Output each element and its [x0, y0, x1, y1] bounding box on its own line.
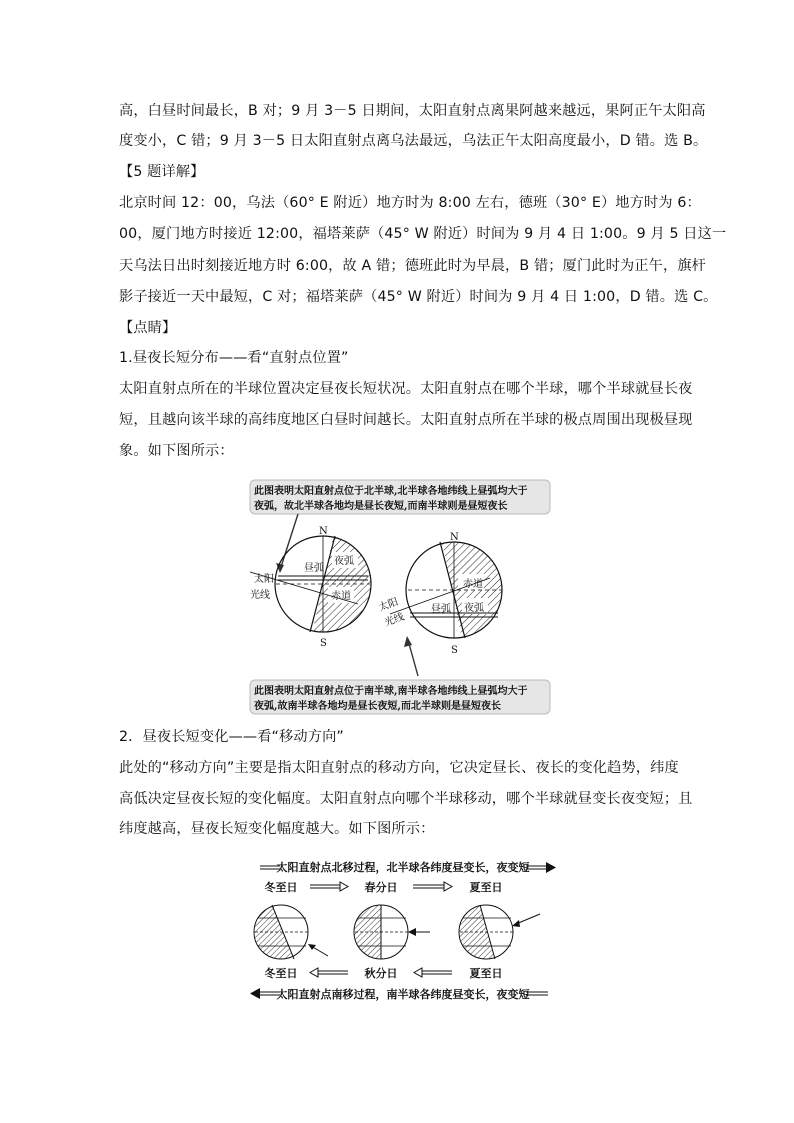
ray-label: 光线 [250, 590, 270, 601]
arrow-icon [404, 636, 412, 647]
subheading: 2．昼夜长短变化——看“移动方向” [119, 729, 344, 745]
north-label: N [450, 532, 459, 543]
season-label-bottom: 冬至日 [264, 967, 298, 980]
globe-summer-solstice [455, 902, 540, 962]
northward-caption: 太阳直射点北移过程，北半球各纬度昼变长，夜变短 [276, 861, 530, 874]
text-line: 高，白昼时间最长，B 对；9 月 3－5 日期间，太阳直射点离果阿越来越远，果阿正午太阳高 [119, 103, 706, 119]
bottom-note-line-1: 此图表明太阳直射点位于南半球,南半球各地纬线上昼弧均大于 [254, 686, 528, 697]
day-night-distribution-figure [240, 478, 554, 716]
text-line: 影子接近一天中最短，C 对；福塔莱萨（45° W 附近）时间为 9 月 4 日 1:00，D 错。选 C。 [119, 289, 718, 305]
arrow-right-icon [310, 882, 348, 891]
text-line: 天乌法日出时刻接近地方时 6:00，故 A 错；德班此时为早晨，B 错；厦门此时为正午，旗杆 [119, 258, 706, 274]
text-line: 度变小，C 错；9 月 3－5 日太阳直射点离乌法最远，乌法正午太阳高度最小，D 错。选 B。 [119, 133, 708, 149]
night-arc-label: 夜弧 [464, 603, 484, 614]
top-note-line-2: 夜弧，故北半球各地均是昼长夜短,而南半球则是昼短夜长 [254, 501, 508, 512]
subheading: 1.昼夜长短分布——看“直射点位置” [119, 350, 349, 366]
sun-label: 太阳 [254, 574, 274, 585]
text-line: 00，厦门地方时接近 12:00，福塔莱萨（45° W 附近）时间为 9 月 4 日 1:00。9 月 5 日这一 [119, 226, 727, 242]
southward-caption: 太阳直射点南移过程，南半球各纬度昼变长，夜变短 [276, 988, 530, 1001]
text-line: 北京时间 12：00，乌法（60° E 附近）地方时为 8:00 左右，德班（30° E）地方时为 6： [119, 195, 701, 211]
day-arc-label: 昼弧 [431, 604, 451, 615]
season-label-bottom: 秋分日 [364, 967, 398, 980]
right-globe [377, 532, 502, 656]
north-label: N [319, 526, 328, 537]
globe-equinox [350, 902, 430, 962]
text-line: 纬度越高，昼夜长短变化幅度越大。如下图所示： [119, 821, 435, 837]
bottom-note-line-2: 夜弧,故南半球各地均是昼长夜短,而北半球则是昼短夜长 [254, 701, 501, 712]
south-label: S [451, 645, 458, 656]
text-line: 象。如下图所示： [119, 443, 234, 459]
arrow-left-icon [414, 968, 452, 977]
arrow-left-icon [250, 988, 260, 999]
equator-label: 赤道 [331, 591, 351, 602]
text-line: 太阳直射点所在的半球位置决定昼夜长短状况。太阳直射点在哪个半球，哪个半球就昼长夜 [119, 381, 693, 397]
arrow-right-icon [413, 882, 452, 891]
season-label-bottom: 夏至日 [469, 967, 503, 980]
text-line: 短，且越向该半球的高纬度地区白昼时间越长。太阳直射点所在半球的极点周围出现极昼现 [119, 412, 693, 428]
day-night-change-figure [250, 852, 556, 1010]
day-arc-label: 昼弧 [304, 563, 324, 574]
section-heading: 【点睛】 [119, 320, 177, 336]
text-line: 高低决定昼夜长短的变化幅度。太阳直射点向哪个半球移动，哪个半球就昼变长夜变短；且 [119, 791, 693, 807]
text-line: 此处的“移动方向”主要是指太阳直射点的移动方向，它决定昼长、夜长的变化趋势，纬度 [119, 760, 679, 776]
ray-label: 光线 [383, 611, 406, 629]
globe-winter-solstice [250, 902, 328, 962]
arrow-left-icon [310, 968, 348, 977]
equator-label: 赤道 [463, 579, 483, 590]
season-label-top: 春分日 [364, 881, 398, 894]
night-arc-label: 夜弧 [334, 556, 354, 567]
top-note-line-1: 此图表明太阳直射点位于北半球,北半球各地纬线上昼弧均大于 [254, 486, 528, 497]
season-label-top: 夏至日 [469, 881, 503, 894]
south-label: S [320, 638, 327, 649]
season-label-top: 冬至日 [264, 881, 298, 894]
sun-label: 太阳 [377, 596, 400, 614]
arrow-right-icon [546, 862, 556, 873]
section-heading: 【5 题详解】 [119, 164, 205, 180]
left-globe [250, 526, 380, 649]
